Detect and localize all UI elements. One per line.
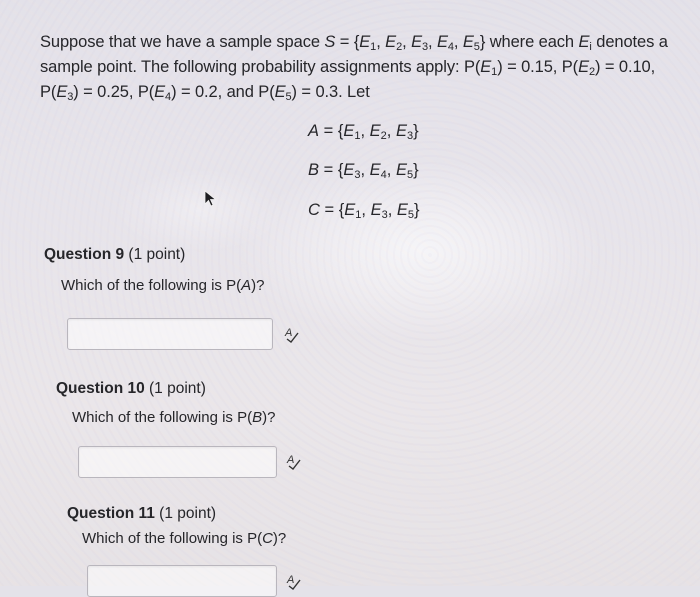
problem-statement: Suppose that we have a sample space $S = \{E_1$, $E_2$, $E_3$, $E_4$, $E_5$} where each $E_i$ denotes a sample point. The following probability assignments apply: $P(E_1) = 0.15$, $P(E_2) = 0.10$, $P(E_3) = 0.25$, $P(E_4) = 0.2$, and $P(E_5) = 0.3$. Let [40, 33, 668, 103]
question-10-title: Question 10 (1 point) [56, 380, 206, 397]
question-9-text: Which of the following is P(A)? [61, 277, 265, 294]
mouse-pointer-icon [204, 190, 218, 208]
question-10-text: Which of the following is P(B)? [72, 409, 276, 426]
formula-preview-icon[interactable] [286, 452, 302, 470]
question-9-title: Question 9 (1 point) [44, 246, 186, 263]
set-c-definition: $C = \{E_1$, $E_3$, $E_5$} [308, 201, 420, 221]
set-a-definition: $A = \{E_1$, $E_2$, $E_3$} [308, 122, 419, 142]
svg-text:A: A [287, 574, 295, 586]
question-11-title: Question 11 (1 point) [67, 505, 217, 522]
formula-preview-icon[interactable] [286, 572, 302, 590]
question-11-text: Which of the following is P(C)? [82, 530, 287, 547]
question-11-answer-input[interactable] [87, 565, 277, 597]
question-10-answer-input[interactable] [78, 446, 277, 478]
question-9-answer-input[interactable] [67, 318, 273, 350]
set-b-definition: $B = \{E_3$, $E_4$, $E_5$} [308, 161, 419, 181]
formula-preview-icon[interactable] [284, 325, 300, 343]
svg-text:A: A [287, 454, 295, 466]
svg-text:A: A [285, 327, 293, 339]
